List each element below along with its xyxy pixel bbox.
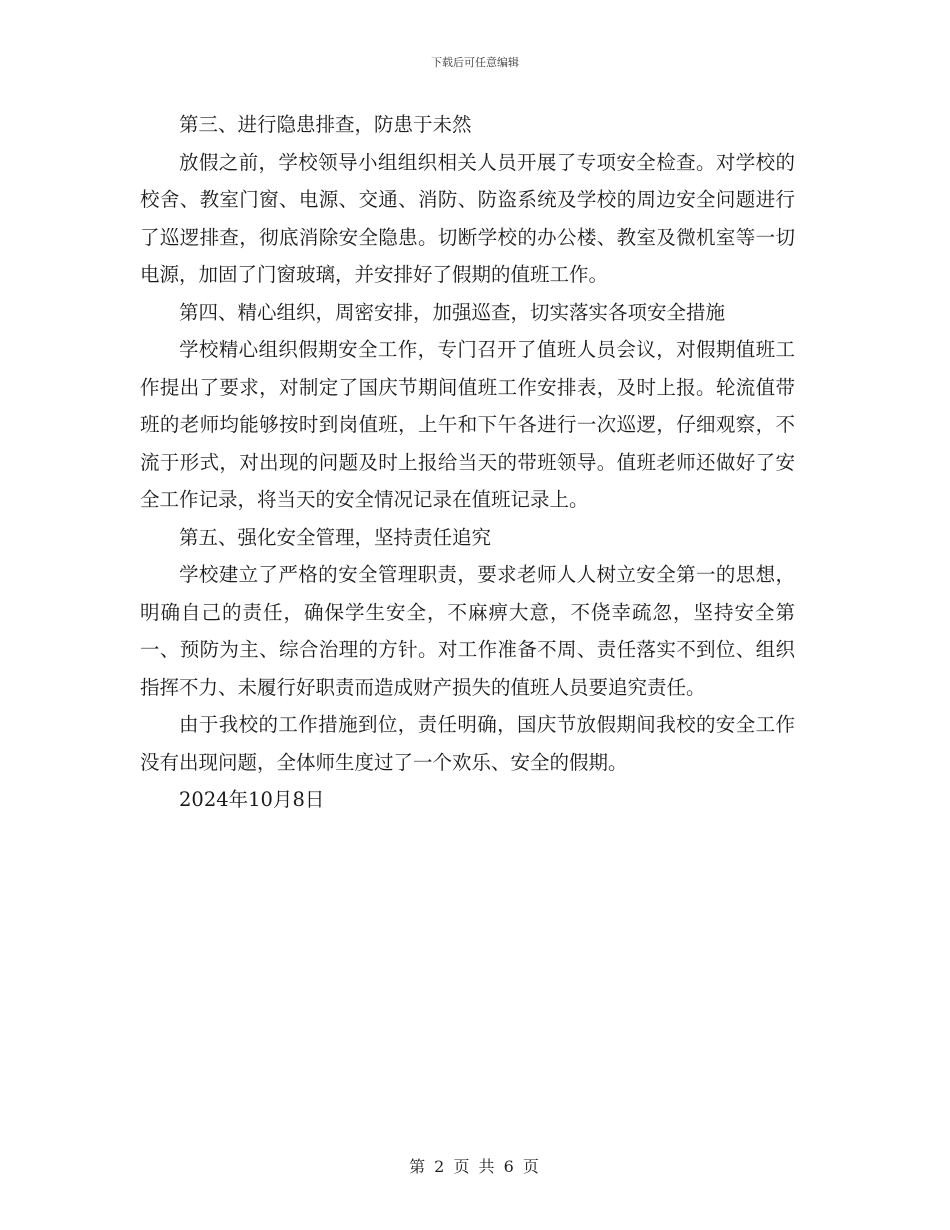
document-date: 2024年10月8日 [179,788,325,811]
document-body [140,106,795,819]
paragraph-responsibility: 学校建立了严格的安全管理职责，要求老师人人树立安全第一的思想，明确自己的责任，确保学生安全，不麻痹大意，不侥幸疏忽，坚持安全第一、预防为主、综合治理的方针。对工作准备不周、责任落实不到位、组织指挥不力、未履行好职责而造成财产损失的值班人员要追究责任。 [140,563,795,699]
section-heading-3: 第三、进行隐患排查，防患于未然 [179,113,472,136]
paragraph-hazard-check: 放假之前，学校领导小组组织相关人员开展了专项安全检查。对学校的校舍、教室门窗、电源、交通、消防、防盗系统及学校的周边安全问题进行了巡逻排查，彻底消除安全隐患。切断学校的办公楼、教室及微机室等一切电源，加固了门窗玻璃，并安排好了假期的值班工作。 [140,150,795,286]
paragraph-duty-arrangement: 学校精心组织假期安全工作，专门召开了值班人员会议，对假期值班工作提出了要求，对制定了国庆节期间值班工作安排表，及时上报。轮流值带班的老师均能够按时到岗值班，上午和下午各进行一次巡逻，仔细观察，不流于形式，对出现的问题及时上报给当天的带班领导。值班老师还做好了安全工作记录，将当天的安全情况记录在值班记录上。 [140,338,795,511]
page-number-footer: 第 2 页 共 6 页 [409,1157,541,1176]
section-heading-5: 第五、强化安全管理，坚持责任追究 [179,525,492,549]
paragraph-conclusion: 由于我校的工作措施到位，责任明确，国庆节放假期间我校的安全工作没有出现问题，全体师生度过了一个欢乐、安全的假期。 [140,713,795,774]
section-heading-4: 第四、精心组织，周密安排，加强巡查，切实落实各项安全措施 [179,300,726,324]
header-note: 下载后可任意编辑 [431,56,519,69]
